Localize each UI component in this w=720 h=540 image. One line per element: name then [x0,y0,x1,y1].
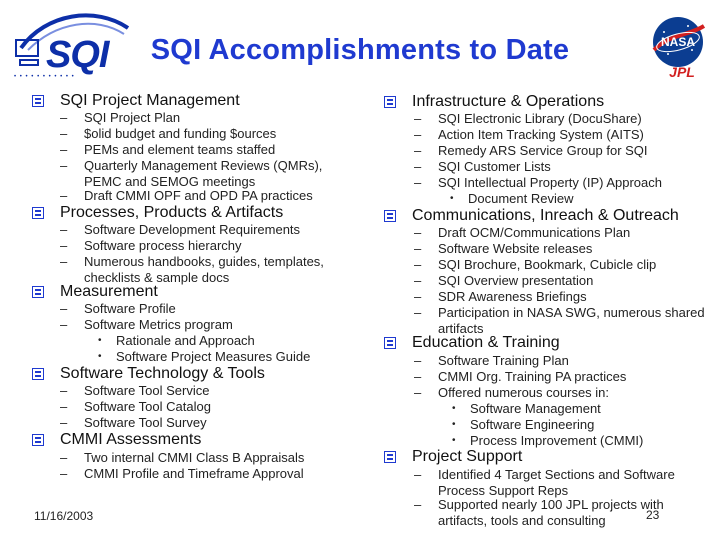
list-item: – Participation in NASA SWG, numerous shared artifacts [414,305,705,336]
equals-box-icon [384,210,396,222]
section-measurement [32,283,158,301]
footer-date: 11/16/2003 [34,509,94,523]
equals-box-icon [384,451,396,463]
section-title: Processes, Products & Artifacts [60,204,284,221]
equals-box-icon [32,368,44,380]
section-infrastructure-operations [384,93,604,111]
section-title: Software Technology & Tools [60,365,265,382]
equals-box-icon [32,95,44,107]
list-item: – Numerous handbooks, guides, templates, checklists & sample docs [60,254,324,285]
section-title: Measurement [60,283,158,300]
section-title: CMMI Assessments [60,431,202,448]
section-title: Education & Training [412,334,560,351]
equals-box-icon [384,96,396,108]
svg-text:JPL: JPL [669,64,695,80]
page-number: 23 [646,508,660,522]
svg-text:NASA: NASA [660,35,696,49]
equals-box-icon [32,434,44,446]
list-item: – Supported nearly 100 JPL projects with artifacts, tools and consulting [414,497,664,528]
section-title: Communications, Inreach & Outreach [412,207,679,224]
equals-box-icon [384,337,396,349]
equals-box-icon [32,286,44,298]
section-processes-products-artifacts [32,204,283,222]
section-communications-inreach-outreach [384,207,679,225]
section-title: Infrastructure & Operations [412,93,605,110]
section-project-support [384,448,522,466]
section-software-technology-tools [32,365,265,383]
equals-box-icon [32,207,44,219]
nasa-jpl-logo [648,14,708,80]
section-title: SQI Project Management [60,92,240,109]
section-education-training [384,334,560,352]
list-item: – Identified 4 Target Sections and Software Process Support Reps [414,467,675,498]
list-item: – Quarterly Management Reviews (QMRs), PEMC and SEMOG meetings [60,158,323,189]
sqi-logo: SQI • • • • • • • • • • • [6,4,136,79]
page-title: SQI Accomplishments to Date [150,34,570,66]
logo-text: SQI [46,34,109,76]
section-title: Project Support [412,448,523,465]
section-cmmi-assessments [32,431,201,449]
section-sqi-project-management [32,92,240,110]
